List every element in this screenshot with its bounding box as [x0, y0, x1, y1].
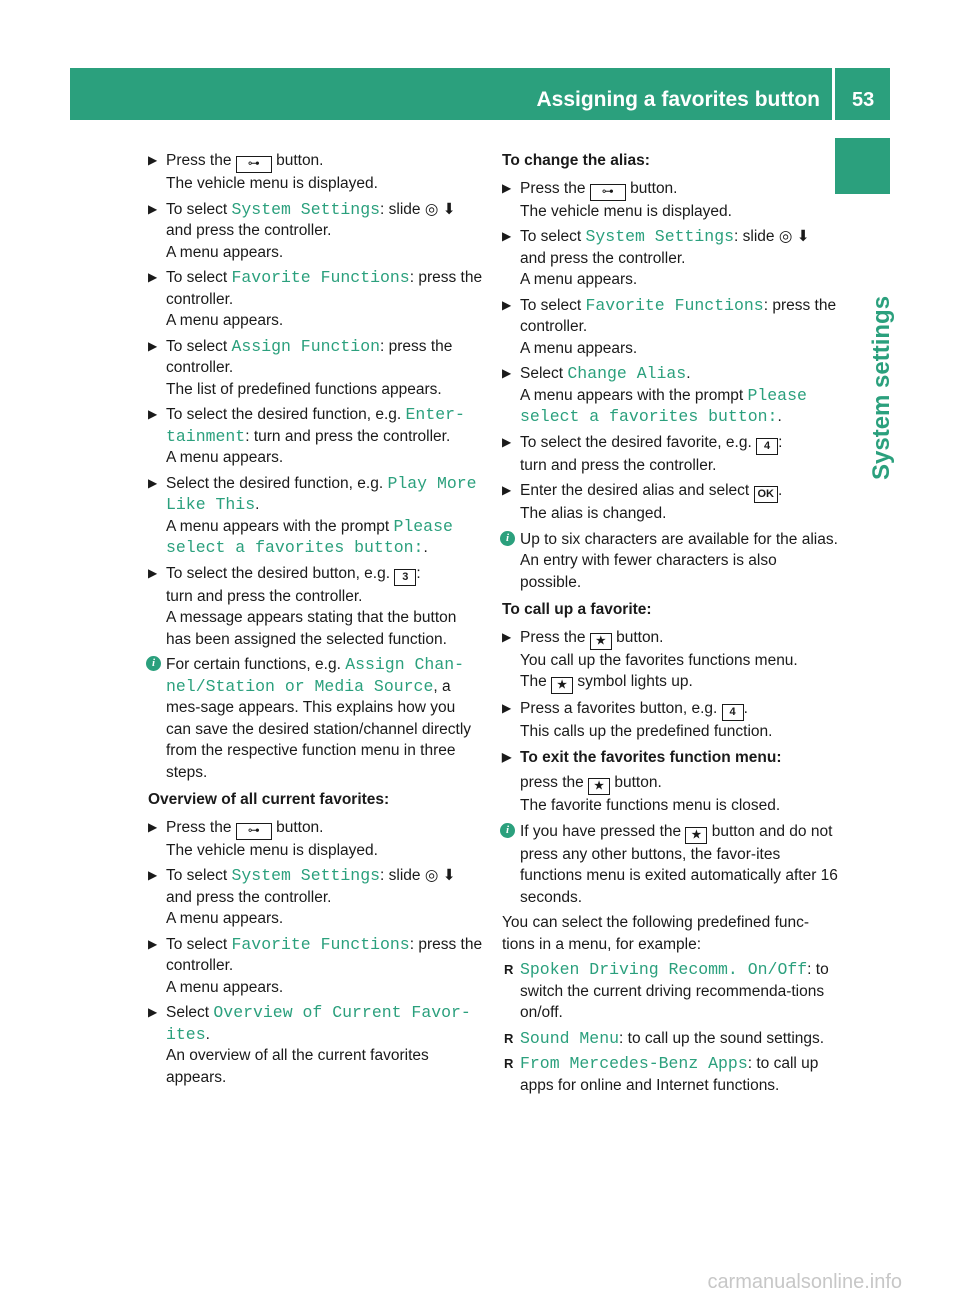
menu-item-code: Play More Like This [166, 473, 477, 514]
step-heading: ▶ To exit the favorites function menu: [502, 747, 838, 769]
key-4-icon: 4 [756, 438, 778, 455]
down-arrow-icon: ⬇ [796, 228, 810, 245]
arrow-icon: ▶ [148, 565, 158, 580]
menu-item-code: Overview of Current Favor‐ites [166, 1003, 471, 1044]
star-key-icon: ★ [551, 677, 573, 694]
arrow-icon: ▶ [502, 180, 512, 195]
vehicle-button-icon: ⊶ [236, 823, 272, 840]
step: ▶ Enter the desired alias and select OK . The alias is changed. [502, 482, 783, 522]
list-item: R Spoken Driving Recomm. On/Off: to switch the current driving recommenda-tions on/off. [504, 960, 829, 1021]
step: ▶ To select Assign Function: press the controller. The list of predefined functions appears. [148, 336, 453, 398]
arrow-icon: ▶ [502, 629, 512, 644]
arrow-icon: ▶ [148, 407, 158, 421]
info-note: i Up to six characters are available for the alias. An entry with fewer characters is also possible. [502, 529, 838, 594]
info-note: i If you have pressed the ★ button and do not press any other buttons, the favor-ites functions menu is exited automatically after 16 seconds. [502, 821, 838, 909]
menu-item-code: Favorite Functions [231, 934, 410, 954]
down-arrow-icon: ⬇ [442, 867, 456, 884]
section-tab [835, 138, 890, 194]
bullet-icon: R [504, 1056, 514, 1071]
arrow-icon: ▶ [148, 475, 158, 490]
star-key-icon: ★ [590, 633, 612, 650]
step: ▶ Select Change Alias. A menu appears with the prompt Please select a favorites button:. [502, 364, 807, 426]
menu-item-code: Assign Chan‐nel/Station or Media Source [166, 655, 465, 696]
menu-item-code: Assign Function [231, 336, 381, 356]
section-label: System settings [868, 295, 895, 480]
menu-item-code: Sound Menu [520, 1028, 620, 1048]
menu-item-code: Favorite Functions [231, 268, 410, 287]
controller-icon: ◎ [424, 867, 439, 884]
list-item: R From Mercedes-Benz Apps: to call up apps for online and Internet functions. [504, 1054, 819, 1094]
section-heading: To call up a favorite: [502, 601, 652, 618]
down-arrow-icon: ⬇ [442, 200, 456, 218]
menu-item-code: From Mercedes-Benz Apps [520, 1054, 748, 1073]
key-3-icon: 3 [394, 569, 416, 586]
key-4-icon: 4 [722, 704, 744, 721]
arrow-icon: ▶ [502, 701, 512, 715]
arrow-icon: ▶ [148, 201, 158, 216]
controller-icon: ◎ [424, 200, 439, 218]
arrow-icon: ▶ [148, 936, 158, 951]
info-note: i For certain functions, e.g. Assign Chan‐nel/Station or Media Source, a mes-sage appears. This explains how you can save the desired station/channel directly from the respective function menu in three steps. [148, 654, 484, 783]
ok-key-icon: OK [754, 486, 779, 503]
menu-item-code: Favorite Functions [585, 295, 764, 315]
bullet-icon: R [504, 962, 514, 977]
arrow-icon: ▶ [148, 1005, 158, 1019]
step: ▶ Press the ★ button. You call up the favorites functions menu. The ★ symbol lights up. [502, 627, 838, 695]
section-heading: Overview of all current favorites: [148, 791, 390, 808]
menu-item-code: System Settings [231, 199, 381, 219]
arrow-icon: ▶ [148, 270, 158, 284]
step: ▶ Press the ⊶ button. The vehicle menu is displayed. [148, 818, 378, 859]
page-title: Assigning a favorites button [536, 88, 820, 111]
arrow-icon: ▶ [502, 434, 512, 449]
step: ▶ Press the ⊶ button. The vehicle menu is displayed. [148, 152, 378, 192]
vehicle-button-icon: ⊶ [590, 184, 626, 201]
prompt-code: Please select a favorites button: [166, 516, 453, 557]
arrow-icon: ▶ [148, 819, 158, 834]
arrow-icon: ▶ [502, 297, 512, 312]
controller-icon: ◎ [778, 228, 793, 245]
arrow-icon: ▶ [502, 483, 512, 497]
step: ▶ To select the desired button, e.g. 3 : turn and press the controller. A message appears stating that the button has been assigned the selected function. [148, 564, 457, 648]
arrow-icon: ▶ [502, 229, 512, 243]
step: ▶ Press a favorites button, e.g. 4 . This calls up the predefined function. [502, 700, 773, 740]
step: ▶ To select System Settings: slide ◎ ⬇ and press the controller. A menu appears. [502, 227, 810, 288]
step: ▶ To select System Settings: slide ◎ ⬇ and press the controller. A menu appears. [148, 866, 456, 927]
arrow-icon: ▶ [148, 338, 158, 353]
info-icon: i [146, 656, 161, 671]
star-key-icon: ★ [685, 827, 707, 844]
section-heading: To change the alias: [502, 152, 650, 169]
arrow-icon: ▶ [502, 749, 512, 764]
info-icon: i [500, 531, 515, 546]
vehicle-button-icon: ⊶ [236, 156, 272, 173]
right-column [502, 150, 838, 1100]
step: ▶ Select Overview of Current Favor‐ites. An overview of all the current favorites appears. [148, 1003, 471, 1086]
step: ▶ To select Favorite Functions: press the controller. A menu appears. [148, 934, 483, 996]
page-number-box [835, 68, 890, 120]
menu-item-code: Change Alias [567, 364, 687, 383]
menu-item-code: Enter‐tainment [166, 405, 465, 446]
bullet-icon: R [504, 1030, 514, 1046]
arrow-icon: ▶ [502, 366, 512, 380]
info-icon: i [500, 823, 515, 838]
arrow-icon: ▶ [148, 868, 158, 882]
step: ▶ Select the desired function, e.g. Play More Like This. A menu appears with the prompt Please select a favorites button:. [148, 473, 477, 557]
menu-item-code: System Settings [231, 866, 381, 885]
step: ▶ To select Favorite Functions: press the controller. A menu appears. [148, 268, 483, 329]
menu-item-code: System Settings [585, 227, 735, 246]
step: ▶ To select the desired favorite, e.g. 4 : turn and press the controller. [502, 433, 783, 474]
header-bar [70, 68, 832, 120]
step-continuation: press the ★ button. The favorite functions menu is closed. [520, 774, 781, 814]
menu-item-code: Spoken Driving Recomm. On/Off [520, 960, 808, 979]
list-item: R Sound Menu: to call up the sound settings. [504, 1028, 825, 1048]
prompt-code: Please select a favorites button: [520, 385, 807, 426]
left-column [148, 150, 484, 1092]
step: ▶ To select System Settings: slide ◎ ⬇ and press the controller. A menu appears. [148, 199, 456, 261]
arrow-icon: ▶ [148, 153, 158, 167]
step: ▶ To select Favorite Functions: press the controller. A menu appears. [502, 295, 837, 357]
page-number: 53 [852, 89, 875, 111]
star-key-icon: ★ [588, 778, 610, 795]
step: ▶ Press the ⊶ button. The vehicle menu is displayed. [502, 179, 732, 220]
paragraph: You can select the following predefined func-tions in a menu, for example: [502, 914, 810, 953]
watermark: carmanualsonline.info [707, 1271, 902, 1293]
step: ▶ To select the desired function, e.g. Enter‐tainment: turn and press the controller. A menu appears. [148, 405, 465, 466]
